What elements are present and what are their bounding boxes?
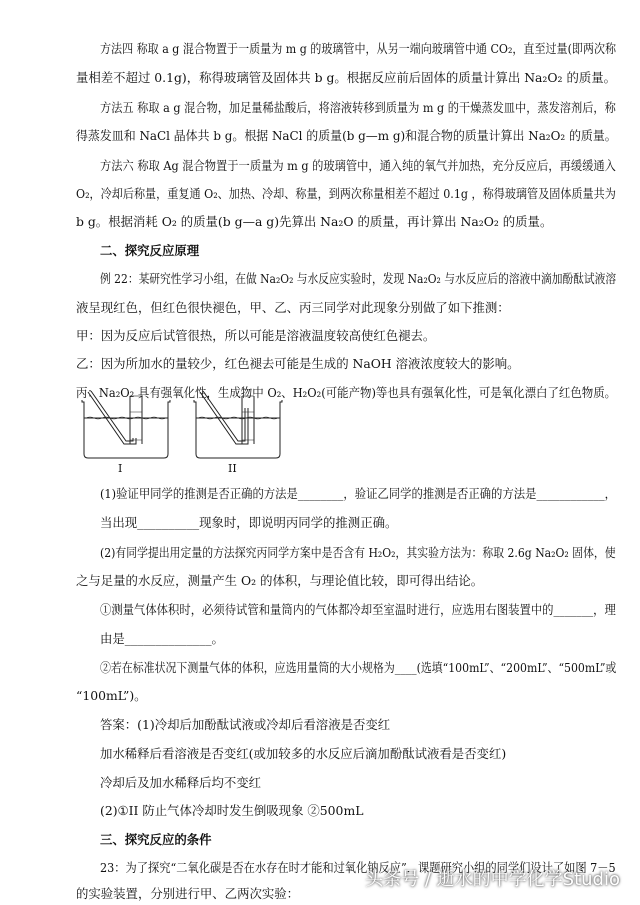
question-line: “100mL”)。 — [76, 688, 147, 703]
text-line: b g。根据消耗 O₂ 的质量(b g—a g)先算出 Na₂O 的质量，再计算出 Na₂O₂ 的质量。 — [76, 214, 553, 229]
answer-line: 冷却后及加水稀释后均不变红 — [100, 775, 262, 790]
answer-line: 答案：(1)冷却后加酚酞试液或冷却后看溶液是否变红 — [100, 717, 391, 732]
text-line: 丙：Na₂O₂ 具有强氧化性，生成物中 O₂、H₂O₂(可能产物)等也具有强氧化性，可是氧化漂白了红色物质。 — [76, 385, 617, 400]
section-heading: 二、探究反应原理 — [100, 243, 200, 258]
apparatus-figure — [80, 388, 300, 478]
text-line: 的实验装置，分别进行甲、乙两次实验： — [76, 886, 300, 901]
figure-label-i: I — [118, 462, 123, 475]
apparatus-i — [82, 391, 170, 458]
text-line: 量相差不超过 0.1g)，称得玻璃管及固体共 b g。根据反应前后固体的质量计算出 Na₂O₂ 的质量。 — [76, 70, 617, 85]
question-line: 当出现__________现象时，即说明丙同学的推测正确。 — [100, 515, 398, 530]
question-line: ①测量气体体积时，必须待试管和量筒内的气体都冷却至室温时进行，应选用右图装置中的_______，理 — [100, 602, 616, 617]
text-line: 方法四 称取 a g 混合物置于一质量为 m g 的玻璃管中，从另一端向玻璃管中通 CO₂，直至过量(即两次称 — [100, 41, 617, 56]
text-line: 甲：因为反应后试管很热，所以可能是溶液温度较高使红色褪去。 — [76, 328, 436, 343]
text-line: 方法五 称取 a g 混合物，加足量稀盐酸后，将溶液转移到质量为 m g 的干燥蒸发皿中，蒸发溶剂后，称 — [100, 100, 616, 115]
text-line: 乙：因为所加水的量较少，红色褪去可能是生成的 NaOH 溶液浓度较大的影响。 — [76, 356, 520, 371]
answer-line: (2)①II 防止气体冷却时发生倒吸现象 ②500mL — [100, 803, 364, 818]
text-line: 液呈现红色，但红色很快褪色，甲、乙、丙三同学对此现象分别做了如下推测： — [76, 300, 510, 315]
answer-line: 加水稀释后看溶液是否变红(或加较多的水反应后滴加酚酞试液看是否变红) — [100, 746, 507, 761]
question-line: 由是______________。 — [100, 631, 224, 646]
question-line: ②若在标准状况下测量气体的体积，应选用量筒的大小规格为____(选填“100mL”、“200mL”、“500mL”或 — [100, 660, 617, 675]
apparatus-ii — [194, 391, 282, 458]
watermark: 头条号 / 逝水的中学化学Studio — [365, 869, 620, 890]
text-line: 例 22：某研究性学习小组，在做 Na₂O₂ 与水反应实验时，发现 Na₂O₂ 与水反应后的溶液中滴加酚酞试液溶 — [100, 271, 617, 286]
question-line: (1)验证甲同学的推测是否正确的方法是________，验证乙同学的推测是否正确的方法是____________， — [100, 486, 617, 501]
text-line: 23：为了探究“二氧化碳是否在水存在时才能和过氧化钠反应”．课题研究小组的同学们设计了如图 7－5 — [100, 860, 616, 875]
question-line: (2)有同学提出用定量的方法探究丙同学方案中是否含有 H₂O₂，其实验方法为：称取 2.6g Na₂O₂ 固体，使 — [100, 545, 616, 560]
text-line: 得蒸发皿和 NaCl 晶体共 b g。根据 NaCl 的质量(b g—m g)和混合物的质量计算出 Na₂O₂ 的质量。 — [76, 128, 617, 143]
question-line: 之与足量的水反应，测量产生 O₂ 的体积，与理论值比较，即可得出结论。 — [76, 573, 484, 588]
section-heading: 三、探究反应的条件 — [100, 832, 212, 847]
figure-label-ii: II — [228, 462, 237, 475]
text-line: O₂，冷却后称量，重复通 O₂、加热、冷却、称量，到两次称量相差不超过 0.1g ，称得玻璃管及固体质量共为 — [76, 186, 616, 201]
text-line: 方法六 称取 Ag 混合物置于一质量为 m g 的玻璃管中，通入纯的氧气并加热，充分反应后，再缓缓通入 — [100, 158, 616, 173]
